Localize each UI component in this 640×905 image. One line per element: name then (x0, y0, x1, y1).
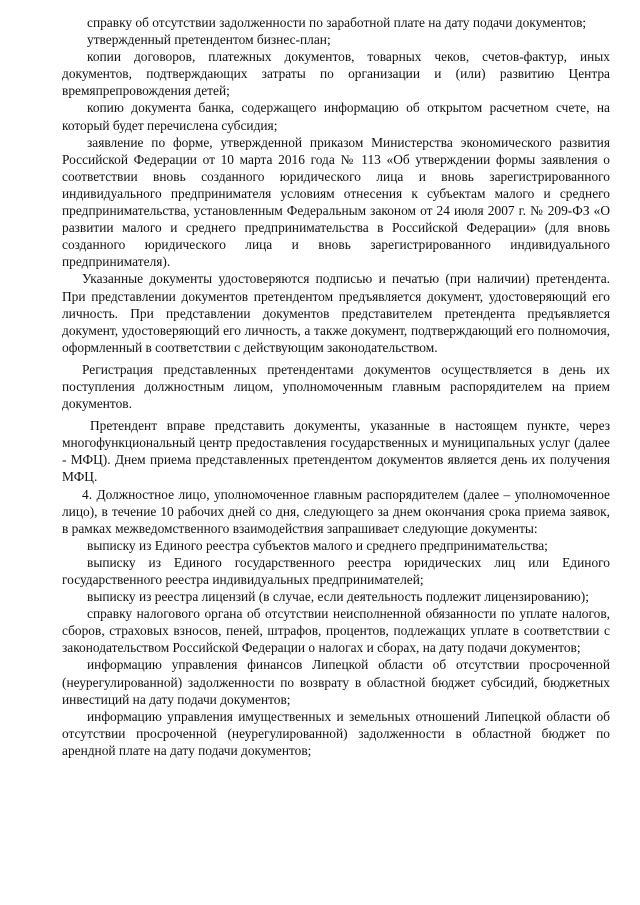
paragraph-document-certification: Указанные документы удостоверяются подписью и печатью (при наличии) претендента. При представлении документов претендентом предъявляется документ, удостоверяющий его личность. При представлении документов представителем претендента предъявляется документ, удостоверяющий его личность, а также документ, подтверждающий его полномочия, оформленный в соответствии с действующим законодательством. (62, 271, 610, 355)
paragraph-legal-entities-registry-extract: выписку из Единого государственного реестра юридических лиц или Единого государственного реестра индивидуальных предпринимателей; (62, 554, 610, 587)
paragraph-document-registration: Регистрация представленных претендентами документов осуществляется в день их поступления должностным лицом, уполномоченным главным распорядителем на прием документов. (62, 361, 610, 412)
paragraph-application-form: заявление по форме, утвержденной приказом Министерства экономического развития Российской Федерации от 10 марта 2016 года № 113 «Об утверждении формы заявления о соответствии вновь созданного юридического лица и вновь зарегистрированного индивидуального предпринимателя условиям отнесения к субъектам малого и среднего предпринимательства, установленным Федеральным законом от 24 июля 2007 г. № 209-ФЗ «О развитии малого и среднего предпринимательства в Российской Федерации» (для вновь созданного юридического лица и вновь зарегистрированного индивидуального предпринимателя). (62, 134, 610, 270)
document-page (62, 14, 610, 759)
paragraph-bank-document: копию документа банка, содержащего информацию об открытом расчетном счете, на который будет перечислена субсидия; (62, 100, 610, 133)
paragraph-sme-registry-extract: выписку из Единого реестра субъектов малого и среднего предпринимательства; (87, 537, 548, 553)
paragraph-tax-certificate: справку налогового органа об отсутствии неисполненной обязанности по уплате налогов, сборов, страховых взносов, пеней, штрафов, процентов, подлежащих уплате в соответствии с законодательством Российской Федерации о налогах и сборах, на дату подачи документов; (62, 606, 610, 656)
paragraph-business-plan: утвержденный претендентом бизнес-план; (87, 32, 331, 48)
paragraph-contract-copies: копии договоров, платежных документов, товарных чеков, счетов-фактур, иных документов, подтверждающих затраты по организации и (или) развитию Центра времяпрепровождения детей; (62, 49, 610, 99)
paragraph-salary-debt-certificate: справку об отсутствии задолженности по заработной плате на дату подачи документов; (87, 15, 587, 30)
paragraph-finance-department-info: информацию управления финансов Липецкой области об отсутствии просроченной (неурегулированной) задолженности по возврату в областной бюджет субсидий, бюджетных инвестиций на дату подачи документов; (62, 657, 610, 707)
paragraph-mfc-submission: Претендент вправе представить документы, указанные в настоящем пункте, через многофункциональный центр предоставления государственных и муниципальных услуг (далее - МФЦ). Днем приема представленных претендентом документов является день их получения МФЦ. (62, 418, 610, 485)
paragraph-item-4-request: 4. Должностное лицо, уполномоченное главным распорядителем (далее – уполномоченное лицо), в течение 10 рабочих дней со дня, следующего за днем окончания срока приема заявок, в рамках межведомственного взаимодействия запрашивает следующие документы: (62, 486, 610, 536)
paragraph-property-department-info: информацию управления имущественных и земельных отношений Липецкой области об отсутствии просроченной (неурегулированной) задолженности в областной бюджет по арендной плате на дату подачи документов; (62, 708, 610, 758)
paragraph-license-registry-extract: выписку из реестра лицензий (в случае, если деятельность подлежит лицензированию); (87, 589, 589, 605)
